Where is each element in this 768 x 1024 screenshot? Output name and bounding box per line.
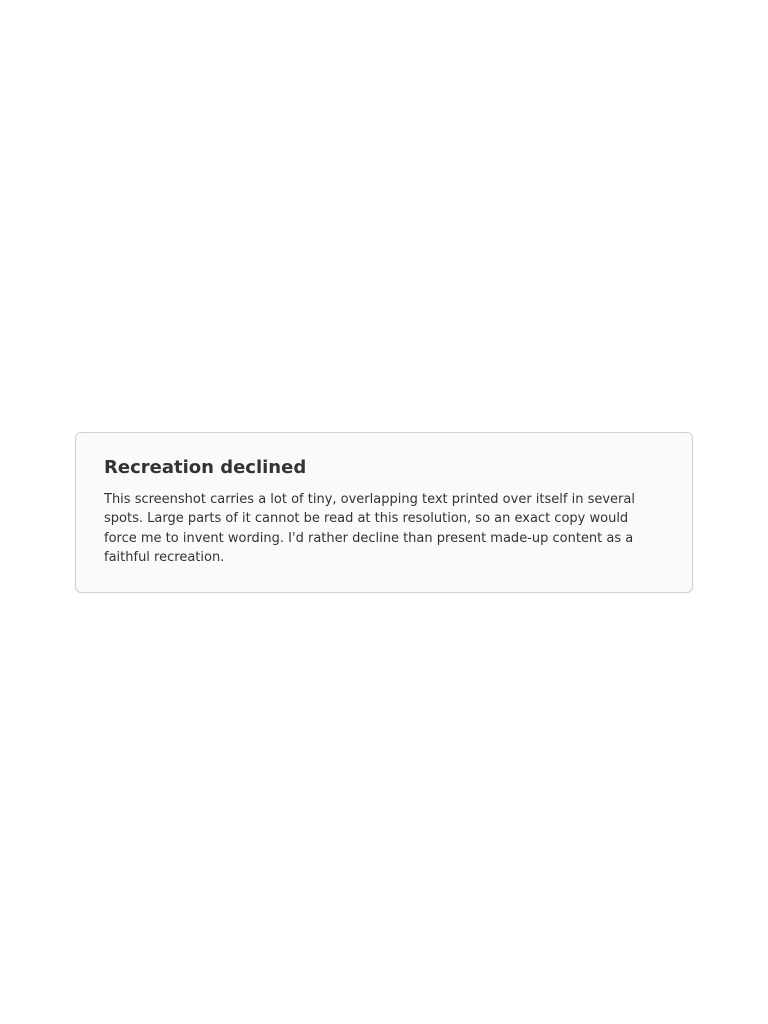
notice-body: This screenshot carries a lot of tiny, overlapping text printed over itself in several spots. Large parts of it cannot be read at this resolution, so an exact copy would force me to invent wording. I'd rather decline than present made-up content as a faithful recreation. <box>104 491 635 565</box>
notice-title: Recreation declined <box>104 456 307 478</box>
refusal-notice <box>75 432 693 593</box>
